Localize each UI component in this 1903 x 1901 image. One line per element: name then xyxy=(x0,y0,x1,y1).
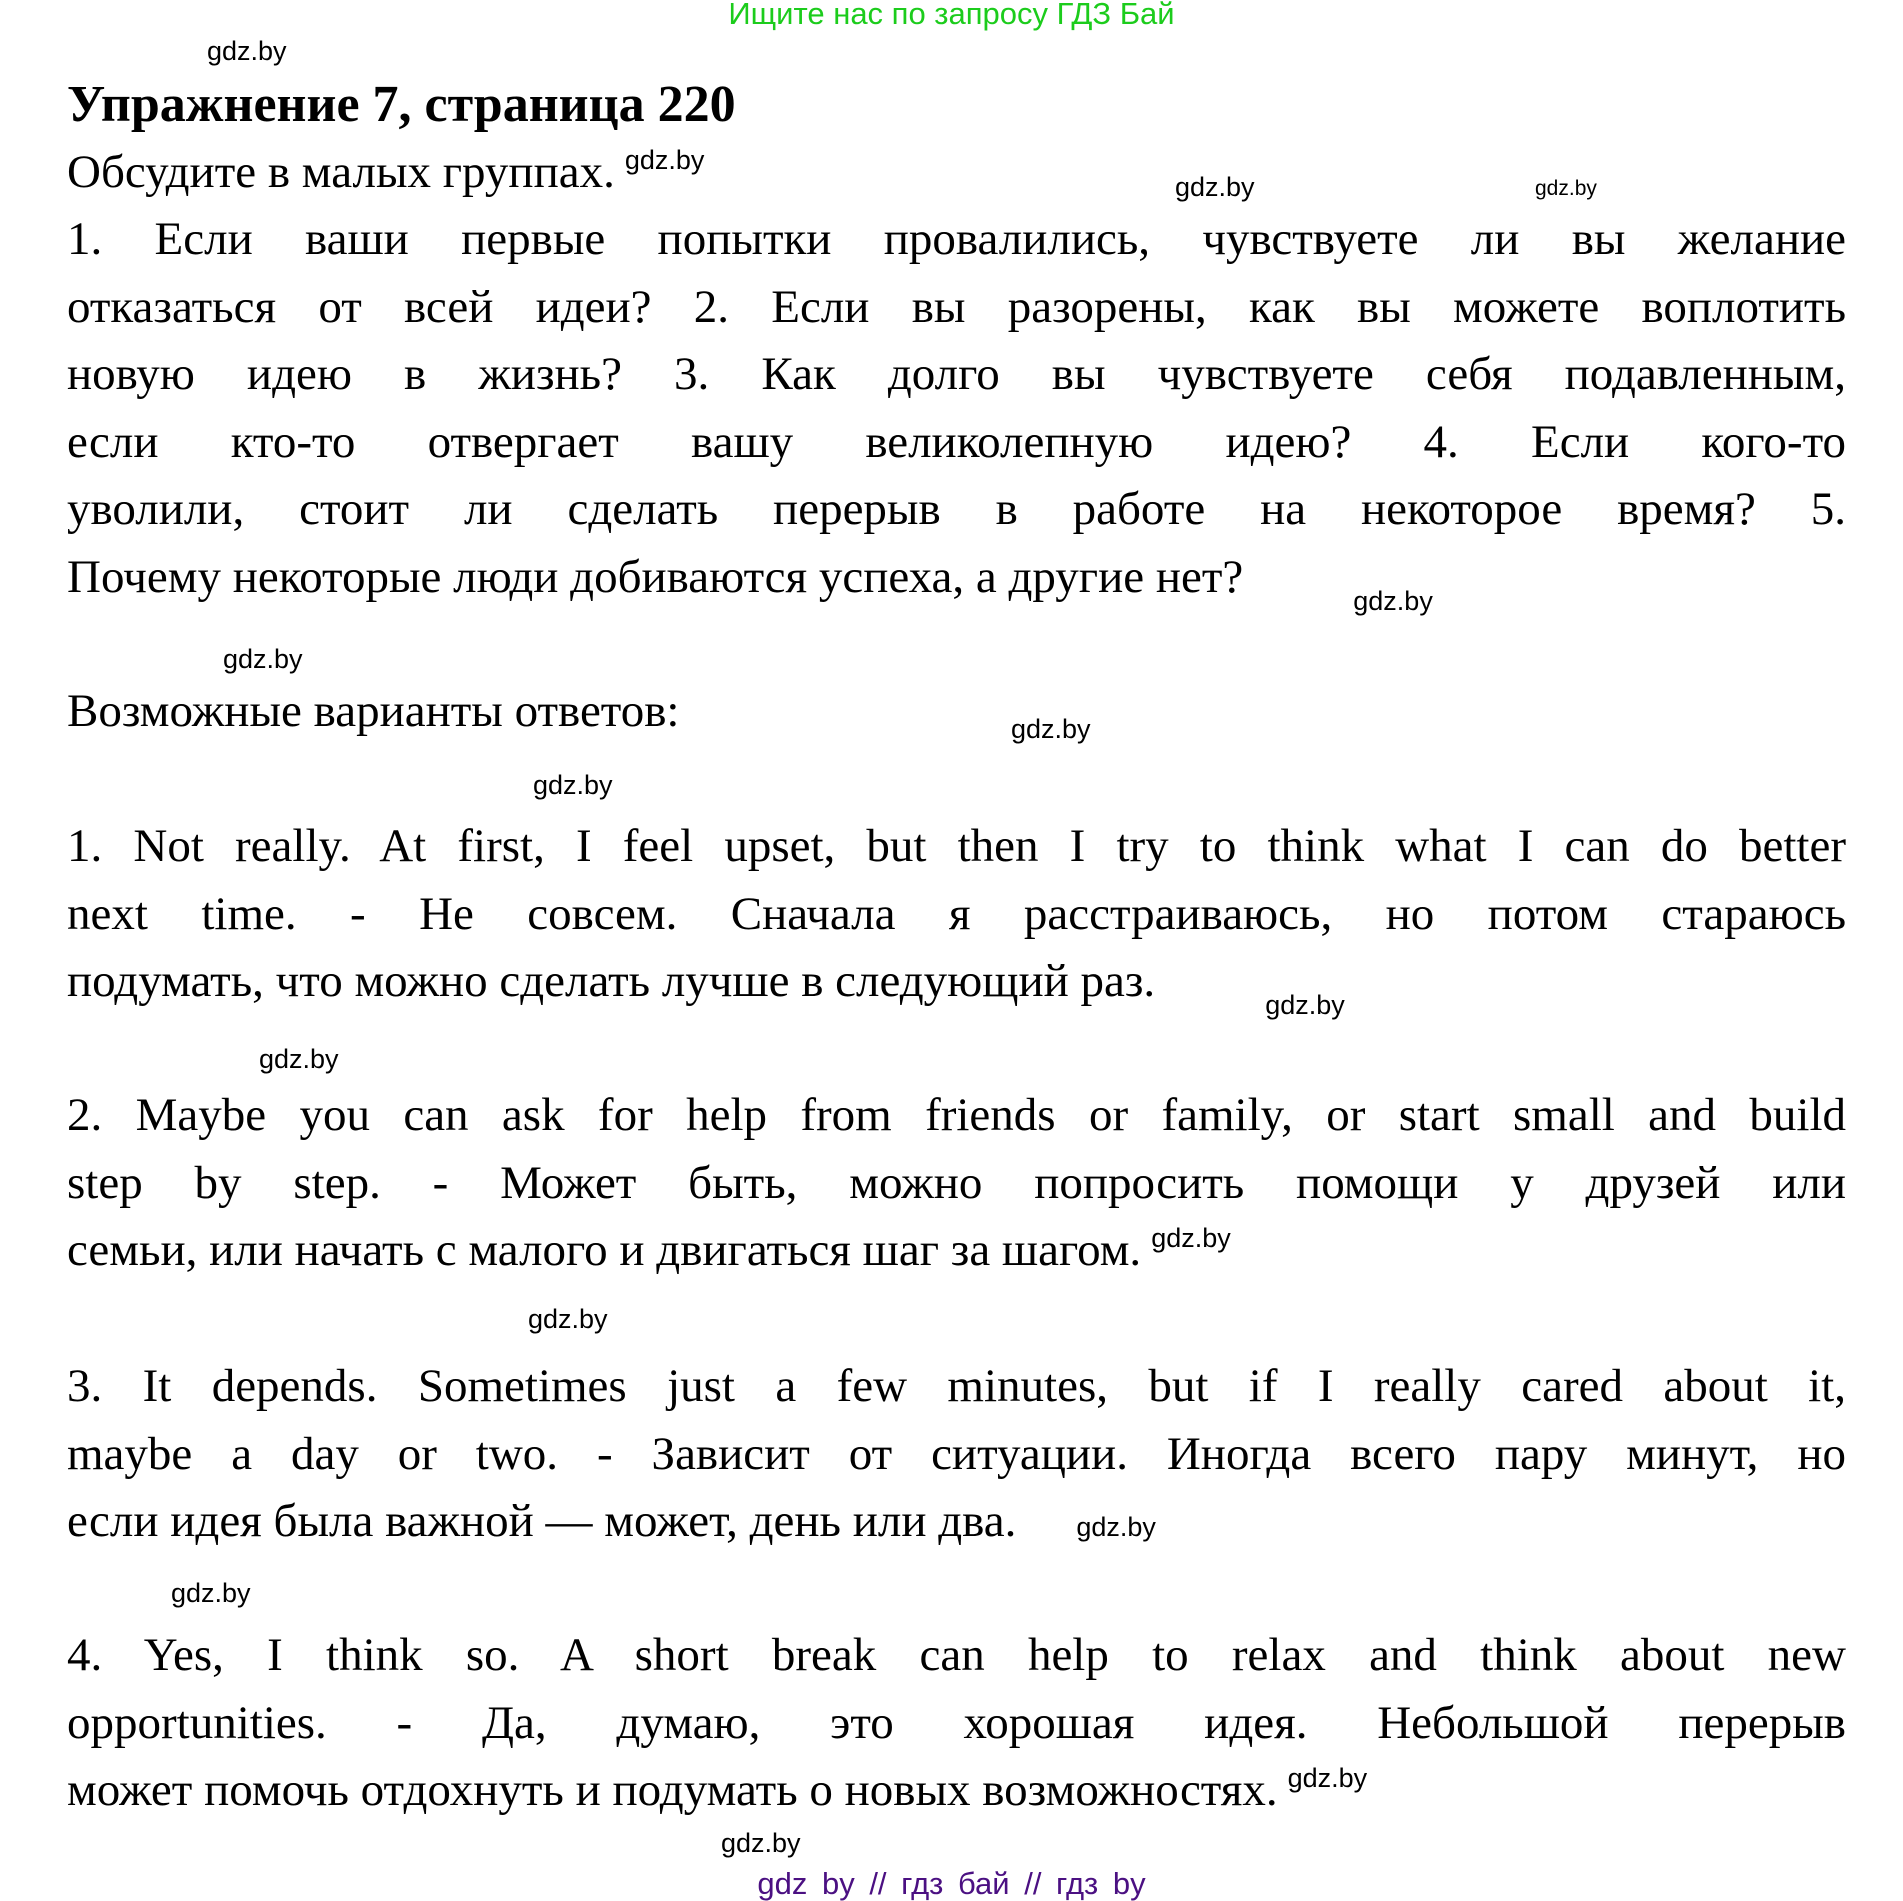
watermark: gdz.by xyxy=(1265,990,1345,1020)
text-line: next time. - Не совсем. Сначала я расстраиваюсь, но потом стараюсь xyxy=(67,887,1846,940)
text-line-wrap xyxy=(67,948,1345,1020)
search-banner: Ищите нас по запросу ГДЗ Бай xyxy=(728,0,1175,31)
answer-1 xyxy=(67,813,1846,1020)
text-line-wrap xyxy=(67,1757,1367,1825)
answer-3 xyxy=(67,1353,1846,1556)
text-line: 3. It depends. Sometimes just a few minutes, but if I really cared about it, xyxy=(67,1360,1846,1412)
text-line-wrap xyxy=(67,544,1433,616)
exercise-title: Упражнение 7, страница 220 xyxy=(67,76,736,133)
watermark: gdz.by xyxy=(1287,1763,1368,1793)
watermark: gdz.by xyxy=(1175,172,1255,202)
watermark: gdz.by xyxy=(171,1578,251,1608)
text-line-wrap xyxy=(67,1217,1231,1285)
text-line: Почему некоторые люди добиваются успеха, а другие нет? xyxy=(67,550,1244,603)
text-line: 1. Если ваши первые попытки провалились, чувствуете ли вы желание xyxy=(67,213,1846,265)
text-line: 4. Yes, I think so. A short break can help to relax and think about new xyxy=(67,1629,1846,1681)
answer-2 xyxy=(67,1082,1846,1285)
watermark: gdz.by xyxy=(259,1044,339,1074)
watermark: gdz.by xyxy=(721,1828,801,1858)
answers-heading: Возможные варианты ответов: xyxy=(67,685,680,737)
instruction-line xyxy=(67,139,704,207)
watermark: gdz.by xyxy=(1076,1512,1156,1542)
text-line: может помочь отдохнуть и подумать о новых возможностях. xyxy=(67,1764,1278,1816)
text-line: step by step. - Может быть, можно попросить помощи у друзей или xyxy=(67,1156,1846,1209)
watermark: gdz.by xyxy=(1151,1223,1231,1253)
watermark: gdz.by xyxy=(207,36,287,66)
text-line-wrap xyxy=(67,1488,1156,1556)
questions-paragraph xyxy=(67,206,1846,616)
watermark: gdz.by xyxy=(528,1304,608,1334)
text-line: уволили, стоит ли сделать перерыв в работе на некоторое время? 5. xyxy=(67,483,1846,535)
instruction: Обсудите в малых группах. xyxy=(67,146,615,198)
text-line: новую идею в жизнь? 3. Как долго вы чувствуете себя подавленным, xyxy=(67,348,1846,400)
text-line: 2. Maybe you can ask for help from friends or family, or start small and build xyxy=(67,1089,1846,1141)
text-line: подумать, что можно сделать лучше в следующий раз. xyxy=(67,955,1156,1007)
text-line: maybe a day or two. - Зависит от ситуации. Иногда всего пару минут, но xyxy=(67,1427,1846,1480)
text-line: семьи, или начать с малого и двигаться шаг за шагом. xyxy=(67,1224,1142,1276)
text-line: 1. Not really. At first, I feel upset, but then I try to think what I can do better xyxy=(67,820,1846,872)
watermark: gdz.by xyxy=(1011,714,1091,744)
text-line: отказаться от всей идеи? 2. Если вы разорены, как вы можете воплотить xyxy=(67,280,1846,333)
answer-4 xyxy=(67,1622,1846,1825)
text-line: если идея была важной — может, день или два. xyxy=(67,1495,1017,1547)
watermark: gdz.by xyxy=(533,770,613,800)
watermark: gdz.by xyxy=(1353,585,1433,616)
watermark: gdz.by xyxy=(1535,177,1597,200)
watermark: gdz.by xyxy=(223,644,303,674)
watermark: gdz.by xyxy=(624,145,705,175)
text-line: opportunities. - Да, думаю, это хорошая идея. Небольшой перерыв xyxy=(67,1696,1846,1749)
text-line: если кто-то отвергает вашу великолепную идею? 4. Если кого-то xyxy=(67,415,1846,468)
footer-links: gdz by // гдз бай // гдз by xyxy=(757,1866,1146,1901)
